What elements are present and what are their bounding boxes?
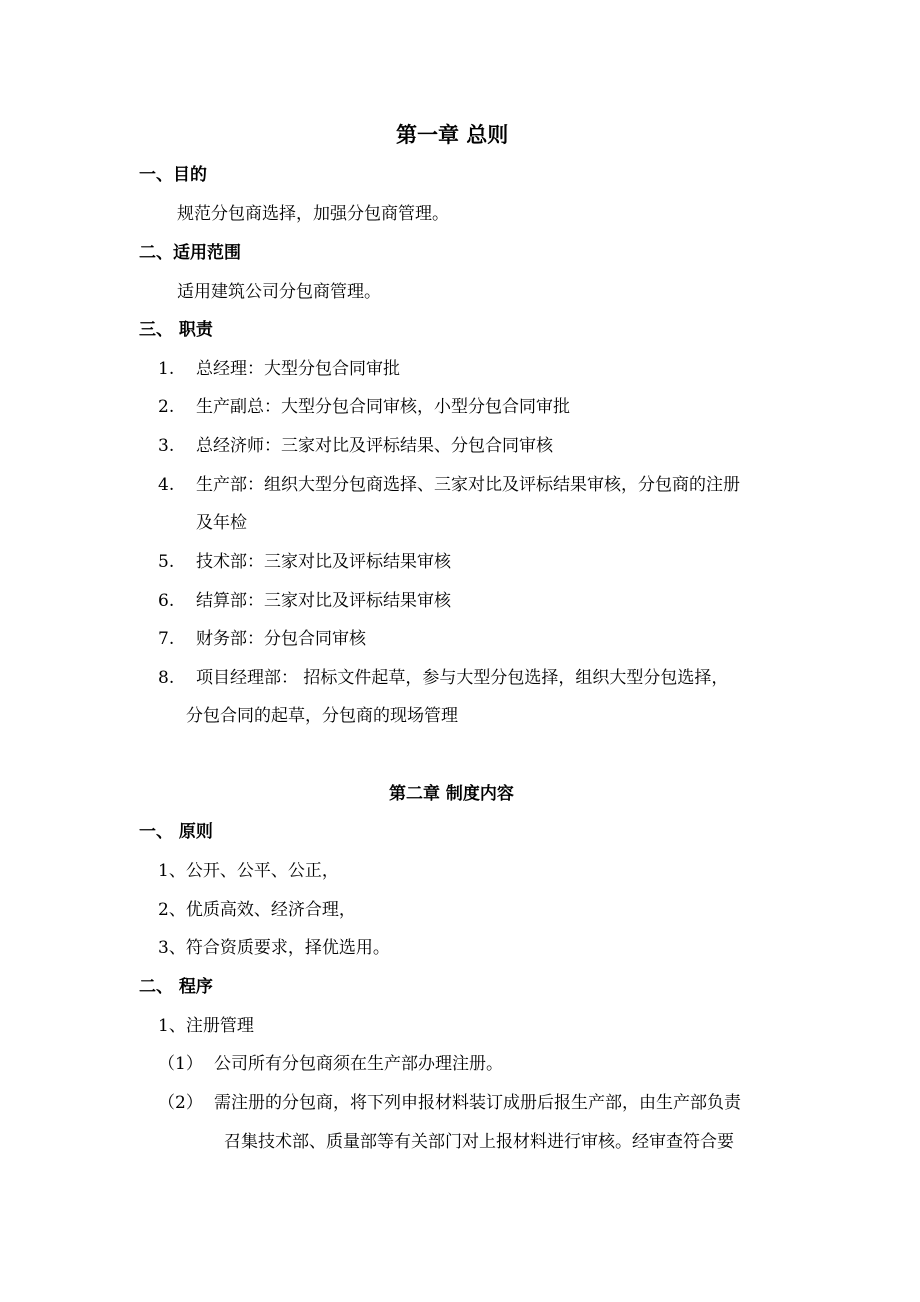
duty-item-text: 生产部：组织大型分包商选择、三家对比及评标结果审核，分包商的注册 xyxy=(196,475,740,495)
duty-item-num: 5. xyxy=(158,552,175,572)
section-scope-body: 适用建筑公司分包商管理。 xyxy=(177,282,381,302)
duty-item-num: 7. xyxy=(158,629,175,649)
duty-item-text: 总经理：大型分包合同审批 xyxy=(196,359,400,379)
chapter-1-title: 第一章 总则 xyxy=(396,123,509,147)
principle-item: 1、公开、公平、公正， xyxy=(158,861,339,881)
duty-item-text: 财务部：分包合同审核 xyxy=(196,629,366,649)
procedure-item-num: （2） xyxy=(158,1093,203,1113)
duty-item-text: 结算部：三家对比及评标结果审核 xyxy=(196,591,451,611)
chapter-2-title: 第二章 制度内容 xyxy=(389,784,514,804)
procedure-subheading: 1、注册管理 xyxy=(158,1016,254,1036)
section-scope-heading: 二、适用范围 xyxy=(139,243,241,263)
section-principles-heading: 一、 原则 xyxy=(139,822,213,842)
duty-item-num: 1. xyxy=(158,359,175,379)
section-duties-heading: 三、 职责 xyxy=(139,320,213,340)
duty-item-text: 技术部：三家对比及评标结果审核 xyxy=(196,552,451,572)
section-purpose-heading: 一、目的 xyxy=(139,165,207,185)
duty-item-num: 8. xyxy=(158,668,175,688)
procedure-item-text: 公司所有分包商须在生产部办理注册。 xyxy=(214,1054,503,1074)
duty-item-num: 4. xyxy=(158,475,175,495)
principle-item: 3、符合资质要求，择优选用。 xyxy=(158,938,390,958)
duty-item-num: 3. xyxy=(158,436,175,456)
duty-item-continuation: 分包合同的起草，分包商的现场管理 xyxy=(186,706,458,726)
duty-item-num: 6. xyxy=(158,591,175,611)
section-purpose-body: 规范分包商选择，加强分包商管理。 xyxy=(177,204,449,224)
procedure-item-continuation: 召集技术部、质量部等有关部门对上报材料进行审核。经审查符合要 xyxy=(224,1132,734,1152)
principle-item: 2、优质高效、经济合理， xyxy=(158,900,356,920)
duty-item-continuation: 及年检 xyxy=(196,513,247,533)
duty-item-text: 生产副总：大型分包合同审核，小型分包合同审批 xyxy=(196,397,570,417)
duty-item-text: 项目经理部： 招标文件起草，参与大型分包选择，组织大型分包选择， xyxy=(196,668,729,688)
duty-item-num: 2. xyxy=(158,397,175,417)
procedure-item-text: 需注册的分包商，将下列申报材料装订成册后报生产部，由生产部负责 xyxy=(214,1093,741,1113)
procedure-item-num: （1） xyxy=(158,1054,203,1074)
duty-item-text: 总经济师：三家对比及评标结果、分包合同审核 xyxy=(196,436,553,456)
section-procedure-heading: 二、 程序 xyxy=(139,977,213,997)
